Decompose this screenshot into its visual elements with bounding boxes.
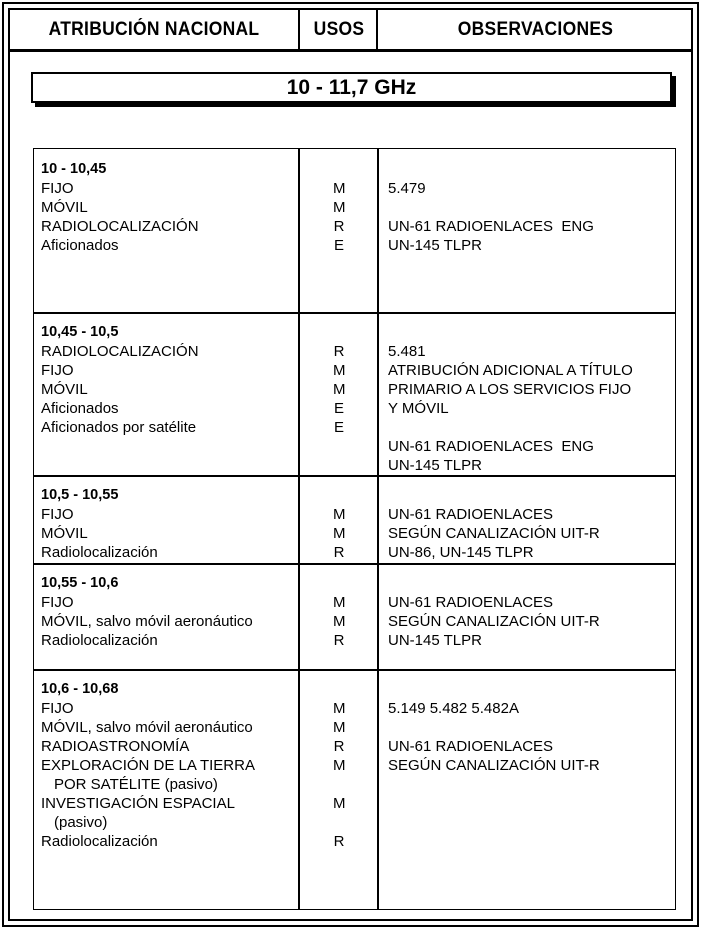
range-label: 10 - 10,45	[41, 161, 107, 177]
service-name: MÓVIL	[41, 381, 88, 398]
band-title: 10 - 11,7 GHz	[33, 74, 670, 101]
service-name: Radiolocalización	[41, 833, 158, 850]
service-name: INVESTIGACIÓN ESPACIAL	[41, 795, 235, 812]
service-name: FIJO	[41, 362, 74, 379]
service-name: Aficionados	[41, 237, 119, 254]
service-name: Aficionados	[41, 400, 119, 417]
use-code: M	[333, 525, 346, 542]
observation: UN-145 TLPR	[388, 457, 482, 474]
observation: UN-61 RADIOENLACES	[388, 506, 554, 523]
observation: UN-61 RADIOENLACES ENG	[388, 218, 594, 235]
header-separator	[298, 10, 300, 50]
observation: PRIMARIO A LOS SERVICIOS FIJO	[388, 381, 632, 398]
header-usos: USOS	[313, 19, 365, 40]
band-title-box	[31, 72, 672, 103]
service-name: MÓVIL, salvo móvil aeronáutico	[41, 613, 253, 630]
use-code: R	[333, 218, 345, 235]
use-code: M	[333, 795, 346, 812]
use-code: M	[333, 613, 346, 630]
use-code: M	[333, 700, 346, 717]
service-name: (pasivo)	[54, 814, 108, 831]
service-name: EXPLORACIÓN DE LA TIERRA	[41, 757, 255, 774]
service-name: RADIOLOCALIZACIÓN	[41, 218, 199, 235]
observation: 5.479	[388, 180, 426, 197]
service-name: Aficionados por satélite	[41, 419, 197, 436]
observation: UN-61 RADIOENLACES	[388, 594, 554, 611]
row-divider	[33, 312, 676, 314]
use-code: E	[333, 237, 344, 254]
range-label: 10,5 - 10,55	[41, 487, 119, 503]
header-observaciones: OBSERVACIONES	[457, 19, 614, 40]
use-code: M	[333, 719, 346, 736]
column-divider	[298, 148, 300, 910]
service-name: Radiolocalización	[41, 544, 158, 561]
observation: SEGÚN CANALIZACIÓN UIT-R	[388, 757, 600, 774]
use-code: M	[333, 757, 346, 774]
header-atribucion: ATRIBUCIÓN NACIONAL	[48, 19, 260, 40]
use-code: M	[333, 180, 346, 197]
table-header	[10, 10, 691, 52]
service-name: FIJO	[41, 180, 74, 197]
use-code: M	[333, 594, 346, 611]
service-name: MÓVIL	[41, 525, 88, 542]
observation: SEGÚN CANALIZACIÓN UIT-R	[388, 525, 600, 542]
observation: 5.149 5.482 5.482A	[388, 700, 519, 717]
range-label: 10,55 - 10,6	[41, 575, 119, 591]
use-code: R	[333, 544, 345, 561]
row-divider	[33, 669, 676, 671]
observation: 5.481	[388, 343, 426, 360]
use-code: R	[333, 343, 345, 360]
observation: SEGÚN CANALIZACIÓN UIT-R	[388, 613, 600, 630]
header-separator	[376, 10, 378, 50]
observation: UN-145 TLPR	[388, 237, 482, 254]
service-name: FIJO	[41, 700, 74, 717]
range-label: 10,45 - 10,5	[41, 324, 119, 340]
service-name: FIJO	[41, 506, 74, 523]
service-name: FIJO	[41, 594, 74, 611]
range-label: 10,6 - 10,68	[41, 681, 119, 697]
column-divider	[377, 148, 379, 910]
use-code: E	[333, 419, 344, 436]
observation: Y MÓVIL	[388, 400, 449, 417]
service-name: RADIOASTRONOMÍA	[41, 738, 190, 755]
service-name: MÓVIL	[41, 199, 88, 216]
service-name: POR SATÉLITE (pasivo)	[54, 776, 218, 793]
service-name: MÓVIL, salvo móvil aeronáutico	[41, 719, 253, 736]
use-code: E	[333, 400, 344, 417]
use-code: M	[333, 506, 346, 523]
use-code: R	[333, 833, 345, 850]
observation: ATRIBUCIÓN ADICIONAL A TÍTULO	[388, 362, 633, 379]
use-code: M	[333, 199, 346, 216]
observation: UN-61 RADIOENLACES	[388, 738, 554, 755]
observation: UN-61 RADIOENLACES ENG	[388, 438, 594, 455]
row-divider	[33, 475, 676, 477]
row-divider	[33, 563, 676, 565]
use-code: M	[333, 362, 346, 379]
observation: UN-145 TLPR	[388, 632, 482, 649]
service-name: RADIOLOCALIZACIÓN	[41, 343, 199, 360]
service-name: Radiolocalización	[41, 632, 158, 649]
use-code: R	[333, 632, 345, 649]
observation: UN-86, UN-145 TLPR	[388, 544, 534, 561]
use-code: M	[333, 381, 346, 398]
use-code: R	[333, 738, 345, 755]
